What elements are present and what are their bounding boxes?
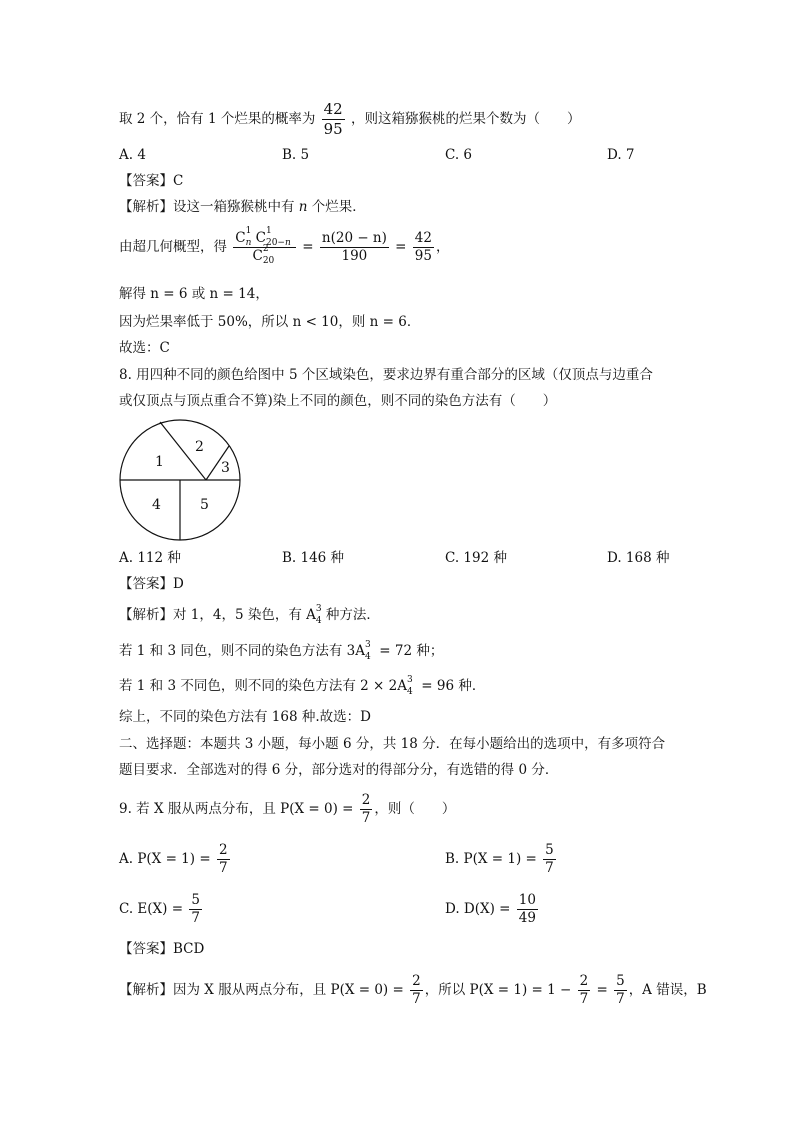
q8-analysis-1: 【解析】对 1，4，5 染色，有 A 3 4 种方法． <box>119 604 380 626</box>
q7-option-a: A. 4 <box>119 147 146 163</box>
q7-stem: 取 2 个，恰有 1 个烂果的概率为 $\frac{42}{95}$ ，则这箱猕猴桃的烂果个数为（ ） <box>119 100 581 138</box>
q8-stem-line-2: 或仅顶点与顶点重合不算)染上不同的颜色，则不同的染色方法有（ ） <box>119 393 557 409</box>
region-3-label: 3 <box>221 460 230 476</box>
q8-option-d: D. 168 种 <box>607 550 670 566</box>
q9-option-b: B. P(X = 1) = $\frac{5}{7}$ <box>445 842 554 876</box>
q7-analysis-3: 解得 n = 6 或 n = 14， <box>119 286 269 302</box>
q7-analysis-2: 由超几何概型，得 C 1 n C 1 20−n C 2 20 = $\frac{n(20 - n)}{190}$ = $\frac{42}{95}$ ， <box>119 226 450 266</box>
q9-analysis-1: 【解析】因为 X 服从两点分布，且 P(X = 0) = $\frac{2}{7}$ ，所以 P(X = 1) = 1 − $\frac{2}{7}$ = $\frac{5}{7}$ ，A 错误，B <box>119 973 707 1007</box>
circle-region-diagram <box>118 418 242 542</box>
q8-analysis-3: 若 1 和 3 不同色，则不同的染色方法有 2 × 2A 3 4 = 96 种． <box>119 675 486 697</box>
q9-stem: 9. 若 X 服从两点分布，且 P(X = 0) = $\frac{2}{7}$ ，则（ ） <box>119 792 456 826</box>
q7-analysis-1: 【解析】设这一箱猕猴桃中有 n 个烂果． <box>119 199 366 215</box>
region-5-label: 5 <box>200 497 209 513</box>
q9-option-c: C. E(X) = $\frac{5}{7}$ <box>119 892 200 926</box>
region-4-label: 4 <box>152 497 161 513</box>
q8-option-b: B. 146 种 <box>282 550 345 566</box>
probability-fraction: $\frac{n(20 - n)}{190}$ <box>321 230 387 264</box>
result-fraction: $\frac{42}{95}$ <box>414 230 432 264</box>
region-2-label: 2 <box>195 439 204 455</box>
region-1-label: 1 <box>155 454 164 470</box>
hypergeometric-fraction: C 1 n C 1 20−n C 2 20 <box>233 230 296 265</box>
q8-option-a: A. 112 种 <box>119 550 181 566</box>
q8-analysis-4: 综上，不同的染色方法有 168 种.故选：D <box>119 709 371 725</box>
q9-option-d: D. D(X) = $\frac{10}{49}$ <box>445 892 536 926</box>
q7-option-b: B. 5 <box>282 147 310 163</box>
q9-answer: 【答案】BCD <box>119 941 205 957</box>
q7-option-c: C. 6 <box>445 147 473 163</box>
q7-analysis-4: 因为烂果率低于 50%，所以 n < 10，则 n = 6． <box>119 314 421 330</box>
q8-stem-line-1: 8. 用四种不同的颜色给图中 5 个区域染色，要求边界有重合部分的区域（仅顶点与边重合 <box>119 367 653 383</box>
q8-analysis-2: 若 1 和 3 同色，则不同的染色方法有 3A 3 4 = 72 种； <box>119 640 444 662</box>
q7-answer: 【答案】C <box>119 173 184 189</box>
q8-answer: 【答案】D <box>119 576 184 592</box>
q7-stem-fraction: $\frac{42}{95}$ <box>323 100 343 138</box>
section-2-heading-line-1: 二、选择题：本题共 3 小题，每小题 6 分，共 18 分．在每小题给出的选项中，有多项符合 <box>119 736 666 752</box>
q7-option-d: D. 7 <box>607 147 635 163</box>
q7-analysis-5: 故选：C <box>119 340 170 356</box>
section-2-heading-line-2: 题目要求．全部选对的得 6 分，部分选对的得部分分，有选错的得 0 分． <box>119 762 559 778</box>
q8-option-c: C. 192 种 <box>445 550 507 566</box>
q9-option-a: A. P(X = 1) = $\frac{2}{7}$ <box>119 842 228 876</box>
